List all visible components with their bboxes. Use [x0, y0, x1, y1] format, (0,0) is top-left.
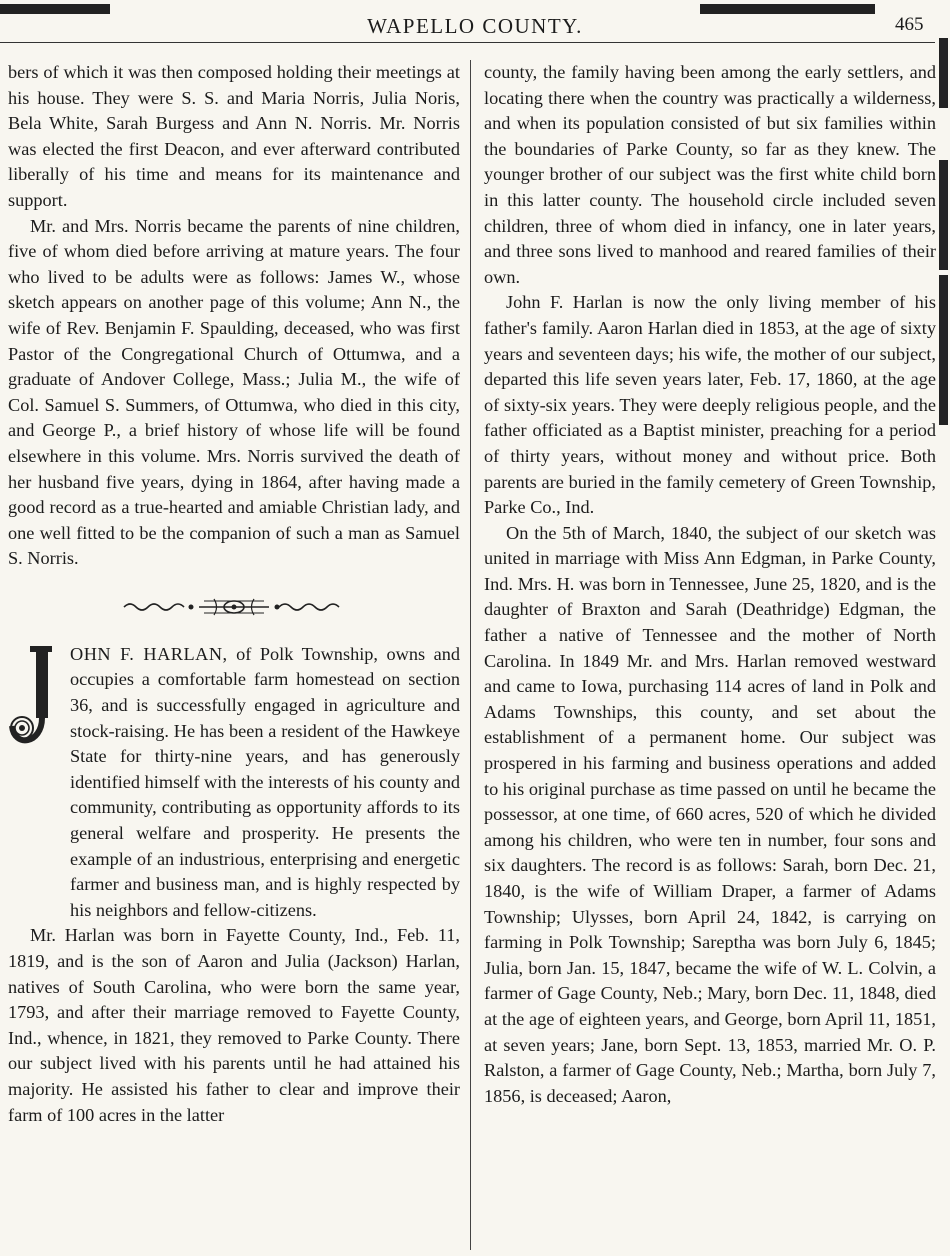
subject-name: OHN F. HARLAN, [70, 643, 228, 664]
right-column [484, 60, 936, 1109]
left-column [8, 60, 460, 1128]
page-header [0, 0, 950, 44]
section-divider-ornament [8, 572, 460, 642]
paragraph-marriage-children: On the 5th of March, 1840, the subject of our sketch was united in marriage with Miss Ann Edgman, in Parke County, Ind. Mrs. H. was born in Tennessee, June 25, 1820, and is the daughter of Braxton and Sarah (Deathridge) Edgman, the father a native of Tennessee and the mother of North Carolina. In 1849 Mr. and Mrs. Harlan removed westward and came to Iowa, purchasing 114 acres of land in Polk and Adams Townships, this county, and set about the establishment of a permanent home. Our subject was prospered in his farming and business operations and added to his original purchase as time passed on until he became the possessor, at one time, of 660 acres, 520 of which he divided among his children, who were ten in number, four sons and six daughters. The record is as follows: Sarah, born Dec. 21, 1840, is the wife of William Draper, a farmer of Adams Township; Ulysses, born April 24, 1842, is carrying on farming in Polk Township; Sareptha was born July 6, 1845; Julia, born Jan. 15, 1847, became the wife of W. L. Colvin, a farmer of Gage County, Neb.; Mary, born Dec. 11, 1848, died at the age of eighteen years, and George, born April 11, 1851, at seven years; Jane, born Sept. 13, 1853, married Mr. O. P. Ralston, a farmer of Gage County, Neb.; Martha, born July 7, 1856, is deceased; Aaron, [484, 522, 936, 1106]
paragraph-parents: John F. Harlan is now the only living member of his father's family. Aaron Harlan died in 1853, at the age of sixty years and seventeen days; his wife, the mother of our subject, departed this life seven years later, Feb. 17, 1860, at the age of sixty-six years. They were deeply religious people, and the father officiated as a Baptist minister, preaching for a period of thirty years, without money and without price. Both parents are buried in the family cemetery of Green Township, Parke Co., Ind. [484, 292, 936, 518]
harlan-intro-text: of Polk Township, owns and occupies a comfortable farm homestead on section 36, and is successfully engaged in agriculture and stock-raising. He has been a resident of the Hawkeye State for thirty-nine years, and has generously identified himself with the interests of his county and community, contributing as opportunity affords to its general welfare and prosperity. He presents the example of an industrious, enterprising and energetic farmer and business man, and is highly respected by his neighbors and fellow-citizens. [70, 643, 460, 920]
header-rule-right [700, 4, 875, 14]
paragraph-parke-county: county, the family having been among the early settlers, and locating there when the country was practically a wilderness, and when its population consisted of but six families within the boundaries of Parke County, so far as they knew. The younger brother of our subject was the first white child born in this latter county. The household circle included seven children, three of whom died in infancy, one in later years, and three sons lived to manhood and reared families of their own. [484, 62, 936, 287]
page-edge-marks [937, 30, 950, 430]
page-number: 465 [895, 14, 924, 35]
harlan-intro-paragraph [8, 642, 460, 924]
running-title: WAPELLO COUNTY. [367, 14, 583, 38]
header-underline [0, 42, 935, 43]
paragraph-norris-church: bers of which it was then composed holding their meetings at his house. They were S. S. and Maria Norris, Julia Noris, Bela White, Sarah Burgess and Ann N. Norris. Mr. Norris was elected the first Deacon, and ever afterward contributed liberally of his time and means for its maintenance and support. [8, 62, 460, 210]
paragraph-harlan-birth: Mr. Harlan was born in Fayette County, Ind., Feb. 11, 1819, and is the son of Aaron and Julia (Jackson) Harlan, natives of South Carolina, who were born the same year, 1793, and after their marriage removed to Fayette County, Ind., whence, in 1821, they removed to Parke County. There our subject lived with his parents until he had attained his majority. He assisted his father to clear and improve their farm of 100 acres in the latter [8, 925, 460, 1125]
column-divider [470, 60, 471, 1250]
header-rule-left [0, 4, 110, 14]
paragraph-norris-children: Mr. and Mrs. Norris became the parents of nine children, five of whom died before arriving at mature years. The four who lived to be adults were as follows: James W., whose sketch appears on another page of this volume; Ann N., the wife of Rev. Benjamin F. Spaulding, deceased, who was first Pastor of the Congregational Church of Ottumwa, and a graduate of Andover College, Mass.; Julia M., the wife of Col. Samuel S. Summers, of Ottumwa, who died in this city, and George P., a brief history of whose life will be found elsewhere in this volume. Mrs. Norris survived the death of her husband five years, dying in 1864, after having made a good record as a true-hearted and amiable Christian lady, and one well fitted to be the companion of such a man as Samuel S. Norris. [8, 215, 460, 569]
